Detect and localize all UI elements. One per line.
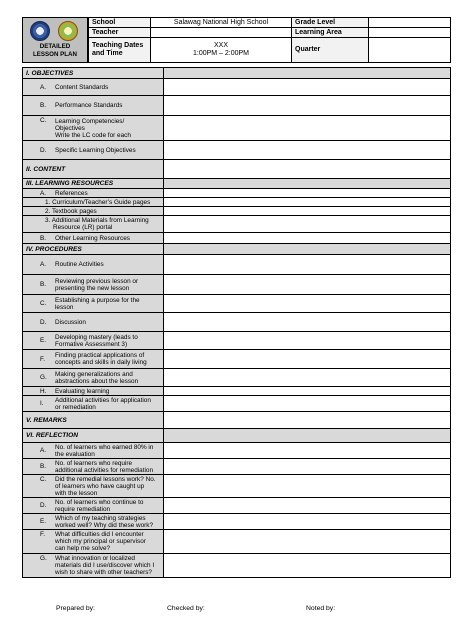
row-letter: C.	[40, 476, 47, 483]
row-label-line: Write the LC code for each	[55, 131, 131, 139]
row-label	[55, 530, 159, 553]
dates-label-line2: and Time	[92, 50, 123, 57]
row-label	[55, 116, 159, 140]
resource-row	[22, 198, 451, 207]
row-label-line: What innovation or localized	[55, 555, 135, 562]
row-letter: G.	[40, 555, 47, 562]
row-letter: D.	[40, 318, 47, 326]
row-label: Evaluating learning	[55, 387, 110, 395]
header-grid	[88, 17, 451, 63]
row-letter: I.	[40, 400, 44, 407]
reflection-row	[22, 459, 451, 475]
reflection-answer-cell[interactable]	[164, 498, 451, 514]
resource-row	[22, 207, 451, 216]
objective-row	[22, 96, 451, 116]
row-label	[55, 498, 159, 513]
section-title: IV. PROCEDURES	[26, 245, 82, 253]
reflection-answer-cell[interactable]	[164, 475, 451, 498]
procedure-answer-cell[interactable]	[164, 369, 451, 387]
reflection-row	[22, 475, 451, 498]
grade-label: Grade Level	[291, 17, 369, 28]
resource-answer-cell[interactable]	[164, 207, 451, 216]
noted-by-label: Noted by:	[306, 605, 336, 612]
row-label-line: Learning Competencies/	[55, 117, 125, 125]
section-reflection	[22, 429, 451, 443]
row-label-line: or remediation	[55, 403, 96, 411]
dates-label	[88, 37, 151, 63]
row-label-line: materials did I use/discover which I	[55, 562, 155, 569]
row-label: Content Standards	[55, 83, 109, 91]
row-letter: A.	[40, 261, 47, 268]
section-procedures	[22, 244, 451, 255]
school-value: Salawag National High School	[150, 17, 292, 28]
section-remarks	[22, 412, 451, 429]
section-title: I. OBJECTIVES	[26, 69, 74, 77]
row-label-line: Objectives	[55, 124, 85, 132]
section-resources	[22, 179, 451, 189]
row-label-line: Making generalizations and	[55, 370, 133, 378]
row-label: Other Learning Resources	[55, 234, 130, 242]
resource-row	[22, 216, 451, 233]
row-label-line: Which of my teaching strategies	[55, 514, 146, 522]
deped-seal-icon	[30, 21, 50, 41]
procedure-row	[22, 350, 451, 369]
remarks-answer-cell[interactable]	[164, 412, 451, 429]
logo-cell	[22, 17, 88, 63]
dates-value	[150, 37, 292, 63]
reflection-row	[22, 554, 451, 578]
row-letter: C.	[40, 117, 47, 124]
row-label	[55, 332, 159, 349]
row-label-line: can help me solve?	[55, 545, 111, 552]
reflection-row	[22, 498, 451, 514]
quarter-label: Quarter	[291, 37, 369, 63]
row-label-line: Formative Assessment 3)	[55, 340, 128, 348]
resource-answer-cell[interactable]	[164, 189, 451, 198]
procedure-row	[22, 387, 451, 396]
objective-row	[22, 141, 451, 160]
row-letter: F.	[40, 355, 45, 363]
logo-caption	[23, 43, 87, 59]
objective-row	[22, 116, 451, 141]
row-label-line: of learners who have caught up	[55, 482, 145, 490]
objective-row	[22, 79, 451, 96]
row-label	[55, 275, 159, 294]
row-label-line: which my principal or supervisor	[55, 538, 146, 545]
reflection-row	[22, 443, 451, 459]
row-letter: B.	[40, 463, 47, 470]
row-letter: D.	[40, 502, 47, 509]
row-label	[55, 514, 159, 529]
row-letter: B.	[40, 234, 47, 242]
row-letter: G.	[40, 374, 47, 381]
dates-value-line1: XXX	[213, 42, 228, 49]
content-answer-cell[interactable]	[164, 160, 451, 179]
row-label	[55, 554, 159, 577]
row-label-line: Did the remedial lessons work? No.	[55, 475, 156, 483]
resource-row	[22, 189, 451, 198]
row-letter: F.	[40, 531, 45, 538]
procedure-row	[22, 255, 451, 275]
row-letter: B.	[40, 102, 47, 109]
procedure-answer-cell[interactable]	[164, 295, 451, 313]
row-label	[55, 475, 159, 497]
reflection-row	[22, 514, 451, 530]
logo-caption-line2: LESSON PLAN	[32, 51, 77, 58]
section-title: II. CONTENT	[26, 165, 66, 173]
row-label-line: No. of learners who continue to	[55, 498, 144, 506]
row-letter: E.	[40, 518, 47, 525]
section-content	[22, 160, 451, 179]
row-label-line: No. of learners who require	[55, 459, 133, 467]
reflection-answer-cell[interactable]	[164, 530, 451, 554]
procedure-answer-cell[interactable]	[164, 387, 451, 396]
section-objectives	[22, 67, 451, 79]
row-label-line: worked well? Why did these work?	[55, 521, 154, 529]
lesson-plan-header	[22, 17, 451, 63]
reflection-answer-cell[interactable]	[164, 514, 451, 530]
row-label: Discussion	[55, 318, 86, 326]
row-label	[55, 396, 159, 411]
procedure-row	[22, 295, 451, 313]
objective-answer-cell[interactable]	[164, 141, 451, 160]
objective-answer-cell[interactable]	[164, 96, 451, 116]
checked-by-label: Checked by:	[167, 605, 205, 612]
procedure-row	[22, 332, 451, 350]
row-label-line: Developing mastery (leads to	[55, 333, 138, 341]
quarter-value	[368, 37, 451, 63]
dates-value-line2: 1:00PM – 2:00PM	[192, 50, 250, 57]
row-label: Specific Learning Objectives	[55, 146, 136, 154]
row-letter: H.	[40, 387, 47, 395]
reflection-answer-cell[interactable]	[164, 554, 451, 578]
resource-answer-cell[interactable]	[164, 198, 451, 207]
school-seal-icon	[58, 21, 78, 41]
row-label-line: wish to share with other teachers?	[55, 569, 152, 576]
row-letter: D.	[40, 146, 47, 154]
row-label: Routine Activities	[55, 261, 104, 268]
row-label-line: 3. Additional Materials from Learning	[45, 217, 149, 224]
procedure-row	[22, 369, 451, 387]
reflection-answer-cell[interactable]	[164, 443, 451, 459]
row-label-line: What difficulties did I encounter	[55, 531, 144, 538]
section-title: III. LEARNING RESOURCES	[26, 180, 114, 187]
row-label	[55, 295, 159, 312]
row-label-line: Additional activities for application	[55, 396, 151, 404]
prepared-by-label: Prepared by:	[56, 605, 95, 612]
row-label: 2. Textbook pages	[45, 207, 97, 215]
logo-caption-line1: DETAILED	[39, 43, 71, 50]
procedure-answer-cell[interactable]	[164, 396, 451, 412]
row-label-line: additional activities for remediation	[55, 466, 154, 474]
row-letter: A.	[40, 83, 47, 91]
row-label-line: the evaluation	[55, 450, 95, 458]
row-label-line: Finding practical applications of	[55, 352, 145, 359]
row-label	[55, 369, 159, 386]
section-title: VI. REFLECTION	[26, 432, 79, 439]
row-label-line: abstractions about the lesson	[55, 377, 139, 385]
row-letter: A.	[40, 447, 47, 454]
resource-answer-cell[interactable]	[164, 216, 451, 233]
procedure-row	[22, 313, 451, 332]
row-label-line: Reviewing previous lesson or	[55, 277, 139, 285]
resource-answer-cell[interactable]	[164, 233, 451, 244]
procedure-row	[22, 396, 451, 412]
reflection-answer-cell[interactable]	[164, 459, 451, 475]
row-label-line: Establishing a purpose for the	[55, 296, 140, 304]
row-label-line: require remediation	[55, 505, 111, 513]
row-label-line: Resource (LR) portal	[53, 224, 113, 231]
row-label	[55, 443, 159, 458]
row-letter: E.	[40, 337, 47, 344]
procedure-answer-cell[interactable]	[164, 275, 451, 295]
procedure-answer-cell[interactable]	[164, 255, 451, 275]
row-label: References	[55, 189, 88, 197]
procedure-answer-cell[interactable]	[164, 350, 451, 369]
school-label: School	[88, 17, 151, 28]
objective-answer-cell[interactable]	[164, 116, 451, 141]
procedure-answer-cell[interactable]	[164, 332, 451, 350]
section-title: V. REMARKS	[26, 416, 67, 424]
row-label-line: with the lesson	[55, 489, 98, 497]
procedure-row	[22, 275, 451, 295]
dates-label-line1: Teaching Dates	[92, 42, 144, 49]
row-label: Performance Standards	[55, 102, 123, 109]
procedure-answer-cell[interactable]	[164, 313, 451, 332]
row-letter: B.	[40, 281, 47, 288]
row-label	[55, 350, 159, 368]
row-label-line: concepts and skills in daily living	[55, 359, 147, 366]
row-label-line: lesson	[55, 303, 74, 311]
objective-answer-cell[interactable]	[164, 79, 451, 96]
area-label: Learning Area	[291, 27, 369, 38]
row-label	[45, 216, 159, 232]
row-label-line: presenting the new lesson	[55, 284, 130, 292]
row-label-line: No. of learners who earned 80% in	[55, 443, 154, 451]
resource-row	[22, 233, 451, 244]
row-label	[55, 459, 159, 474]
row-letter: A.	[40, 189, 47, 197]
reflection-row	[22, 530, 451, 554]
row-label: 1. Curriculum/Teacher’s Guide pages	[45, 198, 151, 206]
teacher-label: Teacher	[88, 27, 151, 38]
row-letter: C.	[40, 300, 47, 307]
